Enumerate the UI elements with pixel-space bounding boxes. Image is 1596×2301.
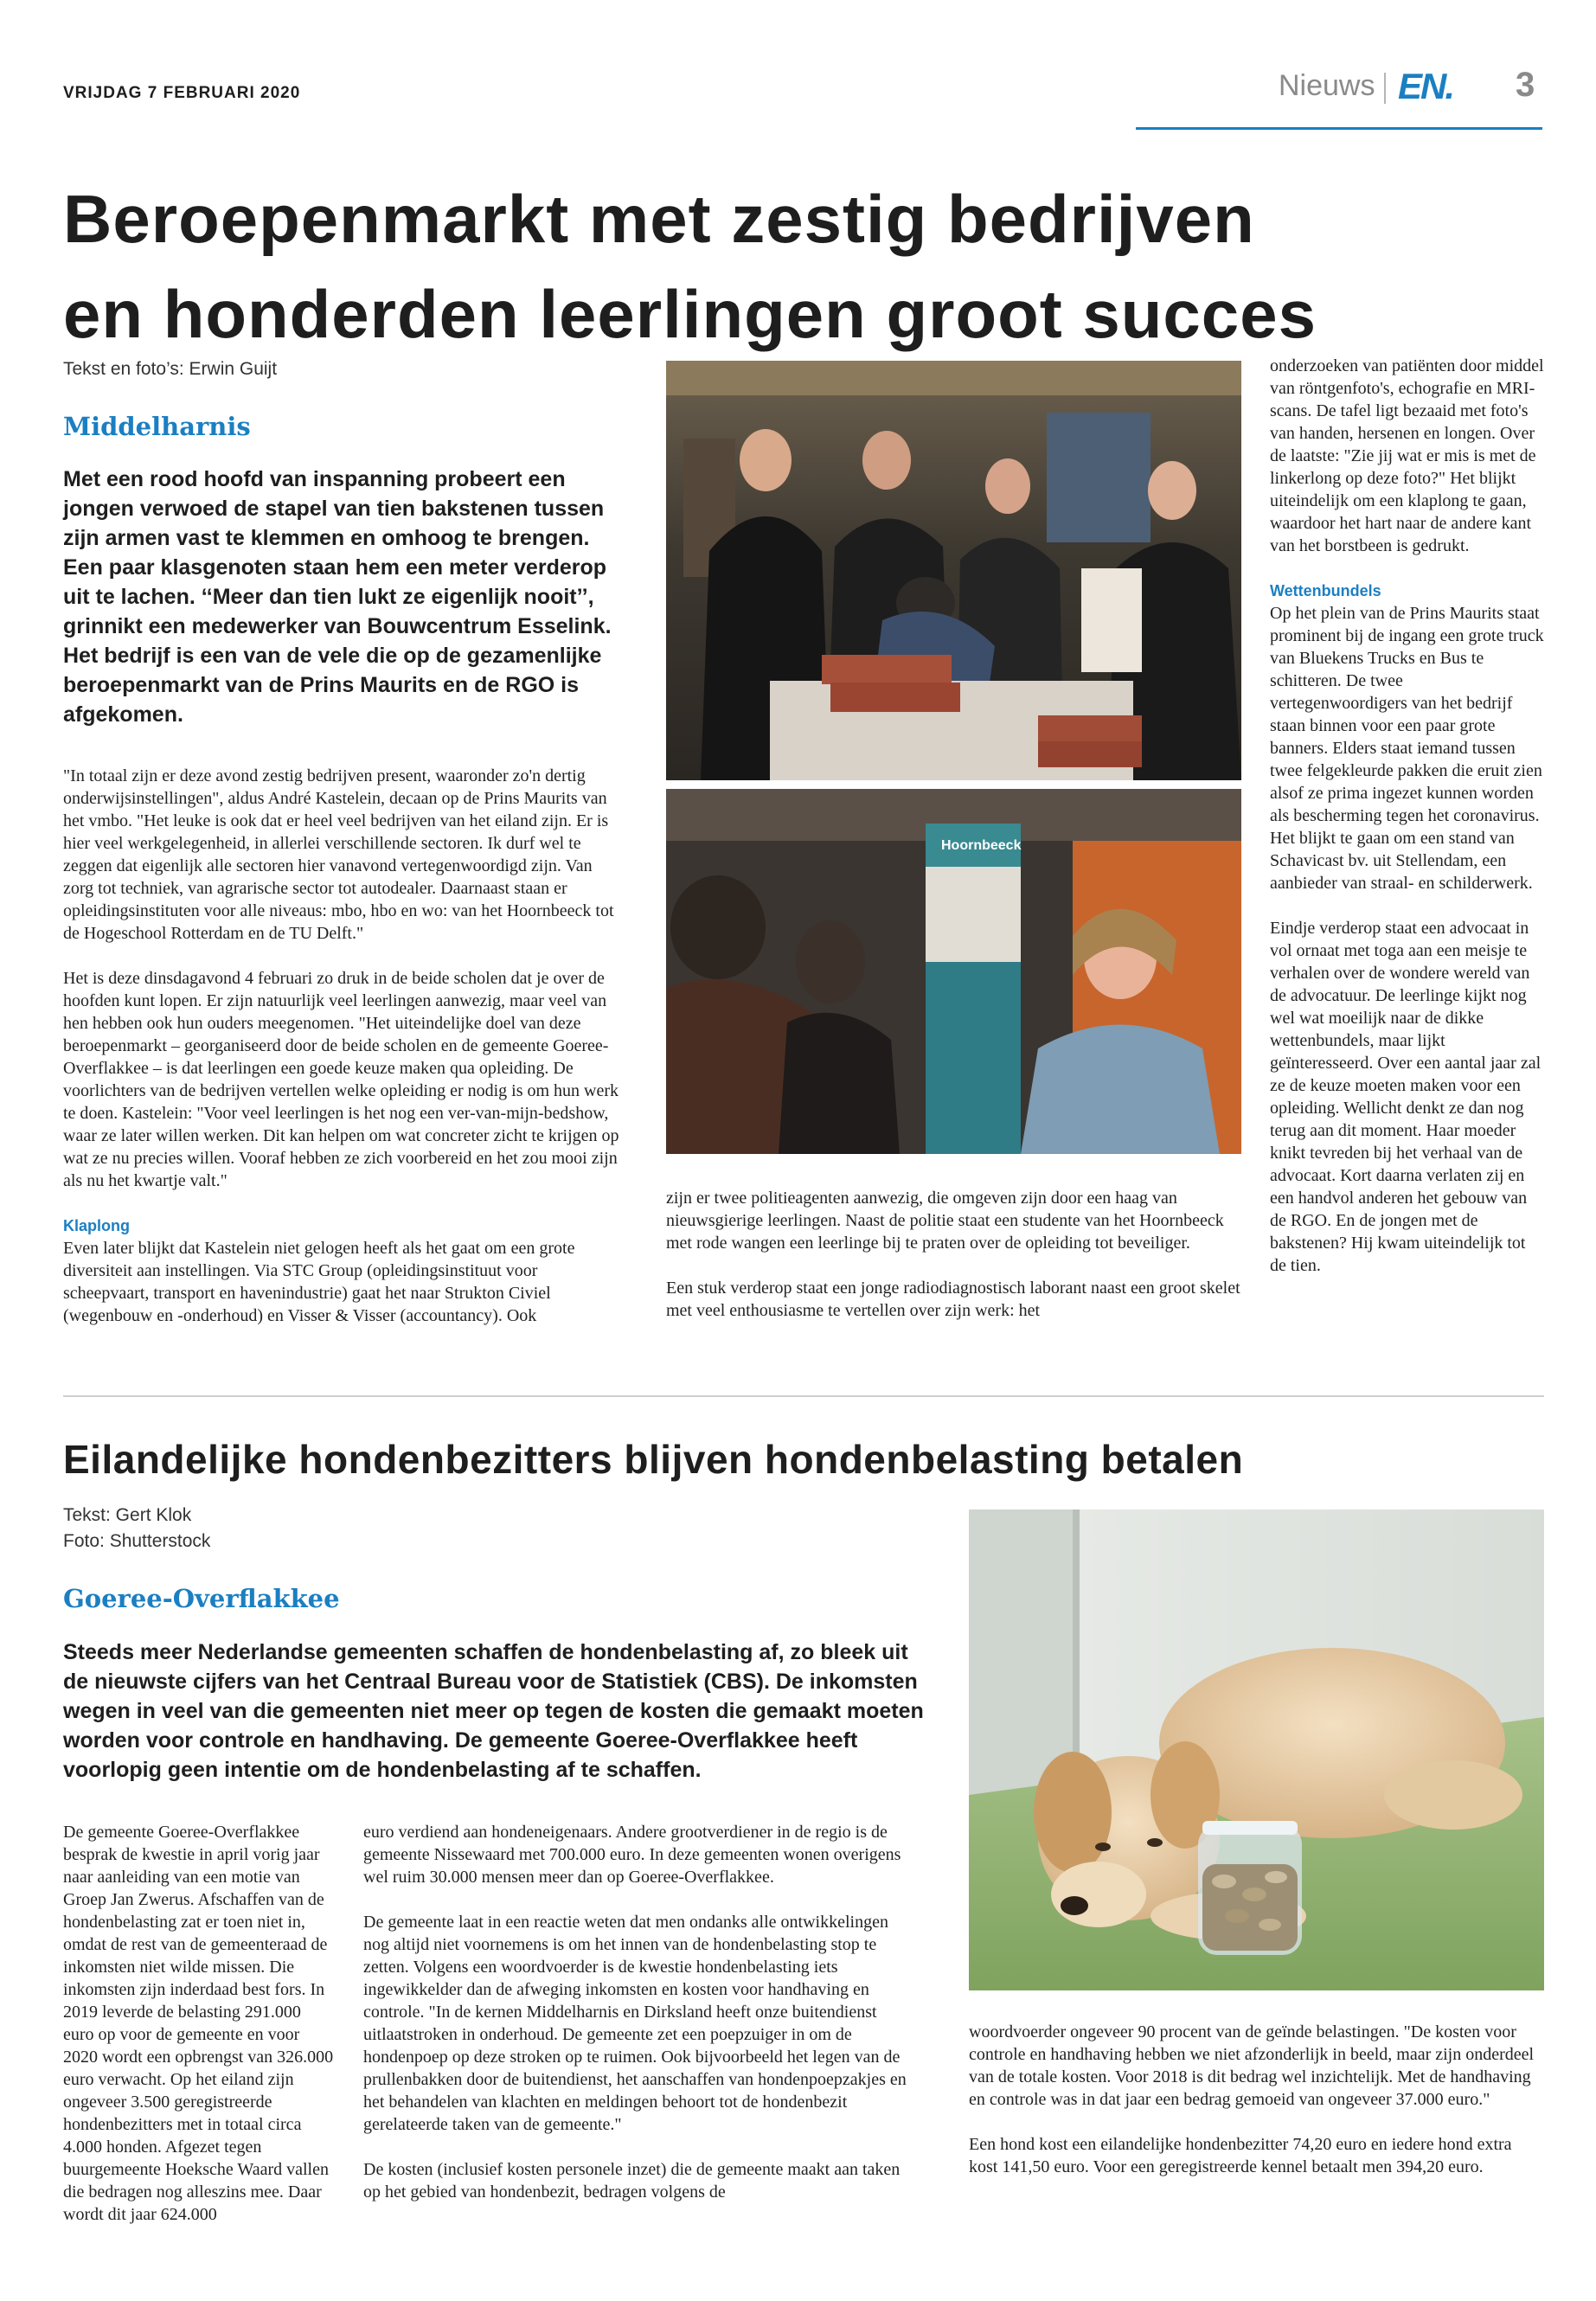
section-label: Nieuws (1279, 69, 1375, 102)
paragraph: Een stuk verderop staat een jonge radiodiagnostisch laborant naast een groot skelet met veel enthousiasme te vertellen over zijn werk: het (666, 1279, 1240, 1320)
byline-photo: Foto: Shutterstock (63, 1531, 211, 1551)
article-2-column-3 (969, 2021, 1544, 2178)
paragraph: De kosten (inclusief kosten personele inzet) die de gemeente maakt aan taken op het gebied van hondenbezit, bedragen volgens de (363, 2160, 901, 2202)
page-number: 3 (1516, 66, 1535, 104)
article-divider (63, 1395, 1544, 1397)
photo-sign-text: Hoornbeeck (941, 838, 1022, 853)
headline-line-1: Beroepenmarkt met zestig bedrijven (63, 181, 1255, 257)
paragraph: euro verdiend aan hondeneigenaars. Andere grootverdiener in de regio is de gemeente Nissewaard met 700.000 euro. In deze gemeenten wonen overigens wel ruim 30.000 mensen meer dan op Goeree-Overflakkee. (363, 1823, 901, 1887)
paragraph: Op het plein van de Prins Maurits staat prominent bij de ingang een grote truck van Bluekens Trucks en Bus te schitteren. De twee vertegenwoordigers van het bedrijf staan binnen voor een paar grote banners. Elders staat iemand tussen twee felgekleurde pakken die eruit zien alsof ze prima ingezet kunnen worden als bescherming tegen het coronavirus. Het blijkt te gaan om een stand van Schavicast bv. uit Stellendam, een aanbieder van straal- en schilderwerk. (1270, 604, 1544, 893)
paragraph: onderzoeken van patiënten door middel van röntgenfoto's, echografie en MRI-scans. De tafel ligt bezaaid met foto's van handen, hersenen en longen. Over de laatste: "Zie jij wat er mis is met de linkerlong op deze foto?" Het blijkt uiteindelijk om een klaplong te gaan, waardoor het hart naar de andere kant van het borstbeen is gedrukt. (1270, 356, 1544, 555)
article-1-place: Middelharnis (63, 412, 251, 441)
article-1-lead: Met een rood hoofd van inspanning probeert een jongen verwoed de stapel van tien bakstenen tussen zijn armen vast te klemmen en omhoog te brengen. Een paar klasgenoten staan hem een meter verderop uit te lachen. ‘‘Meer dan tien lukt ze eigenlijk nooit’’, grinnikt een medewerker van Bouwcentrum Esselink. Het bedrijf is een van de vele die op de gezamenlijke beroepenmarkt van de Prins Maurits en de RGO is afgekomen. (63, 467, 612, 727)
article-2-headline: Eilandelijke hondenbezitters blijven hondenbelasting betalen (63, 1437, 1244, 1482)
paragraph: De gemeente Goeree-Overflakkee besprak de kwestie in april vorig jaar naar aanleiding van een motie van Groep Jan Zwerus. Afschaffen van de hondenbelasting zat er toen niet in, omdat de rest van de gemeenteraad de inkomsten niet wilde missen. Die inkomsten zijn inderdaad best fors. In 2019 leverde de belasting 291.000 euro op voor de gemeente en voor 2020 wordt een opbrengst van 326.000 euro verwacht. Op het eiland zijn ongeveer 3.500 geregistreerde hondenbezitters met in totaal circa 4.000 honden. Afgezet tegen buurgemeente Hoeksche Waard vallen die bedragen nog alleszins mee. Daar wordt dit jaar 624.000 (63, 1823, 334, 2224)
paragraph: Het is deze dinsdagavond 4 februari zo druk in de beide scholen dat je over de hoofden kunt lopen. Er zijn natuurlijk veel leerlingen aanwezig, maar veel van hen hebben ook hun ouders meegenomen. "Het uiteindelijke doel van deze beroepenmarkt – georganiseerd door de beide scholen en de gemeente Goeree-Overflakkee – is dat leerlingen een goede keuze maken qua opleiding. De voorlichters van de bedrijven vertellen welke opleiding er nodig is om hun werk te doen. Kastelein: "Voor veel leerlingen is het nog een ver-van-mijn-bedshow, waar ze later willen werken. Dit kan helpen om wat concreter zicht te krijgen op wat ze nu precies willen. Vooraf hebben ze zich voorbereid en het zou mooi zijn als nu het kwartje valt." (63, 969, 619, 1190)
paragraph: Een hond kost een eilandelijke hondenbezitter 74,20 euro en iedere hond extra kost 141,50 euro. Voor een geregistreerde kennel betaalt men 394,20 euro. (969, 2135, 1512, 2176)
article-2-place: Goeree-Overflakkee (63, 1584, 340, 1613)
paragraph: De gemeente laat in een reactie weten dat men ondanks alle ontwikkelingen nog altijd niet voornemens is om het innen van de hondenbelasting stop te zetten. Volgens een woordvoerder is de kwestie hondenbelasting iets ingewikkelder dan de afweging inkomsten en kosten voor handhaving en controle. "In de kernen Middelharnis en Dirksland heeft onze buitendienst uitlaatstroken in onderhoud. De gemeente zet een poepzuiger in om de hondenpoep op deze stroken op te ruimen. Ook bijvoorbeeld het legen van de prullenbakken door de buitendienst, het aanschaffen van hondenpoepzakjes en het behandelen van klachten en meldingen behoort tot de hondenbezit gerelateerde taken van de gemeente." (363, 1913, 907, 2134)
issue-date: VRIJDAG 7 FEBRUARI 2020 (63, 84, 301, 102)
article-2-lead: Steeds meer Nederlandse gemeenten schaffen de hondenbelasting af, zo bleek uit de nieuwste cijfers van het Centraal Bureau voor de Statistiek (CBS). De inkomsten wegen in veel van die gemeenten niet meer op tegen de kosten die gemaakt moeten worden voor controle en handhaving. De gemeente Goeree-Overflakkee heeft voorlopig geen intentie om de hondenbelasting af te schaffen. (63, 1640, 924, 1782)
paragraph: woordvoerder ongeveer 90 procent van de geïnde belastingen. "De kosten voor controle en handhaving hebben we niet afzonderlijk in beeld, maar zijn onderdeel van de totale kosten. Voor 2018 is dit bedrag wel inzichtelijk. Met de handhaving en controle was in dat jaar een bedrag gemoeid van ongeveer 37.000 euro." (969, 2022, 1535, 2109)
article-1-column-2 (666, 1187, 1241, 1322)
masthead-separator (1384, 73, 1386, 104)
article-1-byline: Tekst en foto’s: Erwin Guijt (63, 359, 278, 379)
article-2-column-1 (63, 1821, 336, 2226)
masthead-rule (1136, 127, 1542, 130)
article-1-column-1 (63, 765, 621, 1327)
article-2-byline (63, 1503, 210, 1554)
article-1-headline (63, 171, 1534, 362)
byline-text: Tekst: Gert Klok (63, 1505, 192, 1525)
subhead-wettenbundels: Wettenbundels (1270, 582, 1381, 599)
paragraph: "In totaal zijn er deze avond zestig bedrijven present, waaronder zo'n dertig onderwijsinstellingen", aldus André Kastelein, decaan op de Prins Maurits van het vmbo. "Het leuke is ook dat er heel veel bedrijven van het eiland zijn. Er is hier veel werkgelegenheid, in allerlei verschillende sectoren. Ik durf wel te zeggen dat eigenlijk alle sectoren hier vanavond vertegenwoordigd zijn. Van zorg tot techniek, van agrarische sector tot autodealer. Daarnaast staan er opleidingsinstituten voor alle niveaus: mbo, hbo en wo: van het Hoornbeeck tot de Hogeschool Rotterdam en de TU Delft." (63, 766, 614, 943)
headline-line-2: en honderden leerlingen groot succes (63, 276, 1317, 352)
newspaper-logo: EN. (1398, 66, 1454, 106)
photo-brick-stacking (666, 361, 1241, 780)
paragraph: zijn er twee politieagenten aanwezig, die omgeven zijn door een haag van nieuwsgierige leerlingen. Naast de politie staat een studente van het Hoornbeeck met rode wangen een leerlinge bij te praten over de opleiding tot beveiliger. (666, 1189, 1224, 1253)
article-2-column-2 (363, 1821, 917, 2203)
paragraph: Eindje verderop staat een advocaat in vol ornaat met toga aan een meisje te verhalen over de wondere wereld van de advocatuur. De leerlinge kijkt nog wel wat moeilijk naar de dikke wettenbundels, maar lijkt geïnteresseerd. Over een aantal jaar zal ze de keuze moeten maken voor een opleiding. Wellicht denkt ze dan nog terug aan dit moment. Haar moeder knikt tevreden bij het verhaal van de advocaat. Kort daarna verlaten zij en een handvol anderen het gebouw van de RGO. En de jongen met de bakstenen? Hij kwam uiteindelijk tot de tien. (1270, 919, 1542, 1275)
photo-dog-coin-jar (969, 1509, 1544, 1990)
article-1-column-3 (1270, 355, 1544, 1277)
subhead-klaplong: Klaplong (63, 1217, 130, 1234)
paragraph: Even later blijkt dat Kastelein niet gelogen heeft als het gaat om een grote diversiteit aan instellingen. Via STC Group (opleidingsinstituut voor scheepvaart, transport en havenindustrie) gaat het naar Strukton Civiel (wegenbouw en -onderhoud) en Visser & Visser (accountancy). Ook (63, 1239, 575, 1325)
photo-hoornbeeck-stand (666, 789, 1241, 1154)
